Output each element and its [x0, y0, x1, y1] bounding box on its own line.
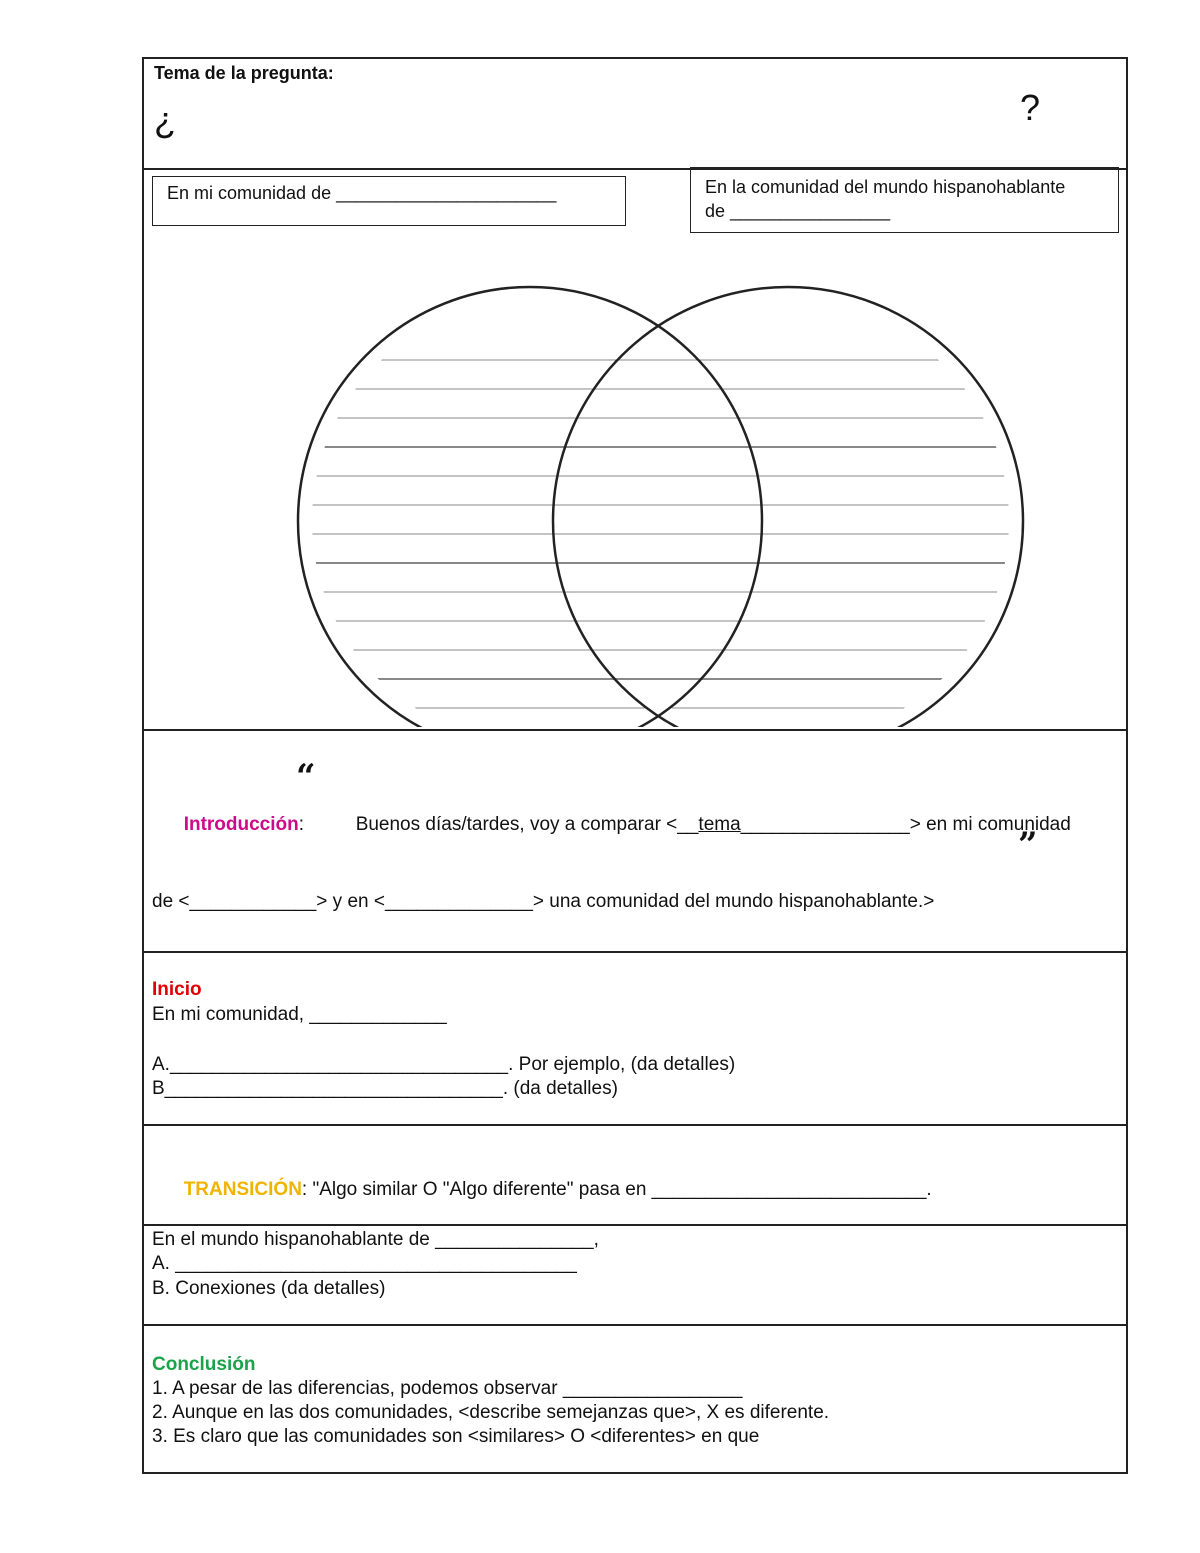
inicio-line-b: B________________________________. (da detalles)	[152, 1078, 618, 1099]
hispanic-world-line-b: B. Conexiones (da detalles)	[152, 1278, 386, 1299]
inicio-line1: En mi comunidad, _____________	[152, 1004, 447, 1025]
introduction-heading-row	[152, 789, 304, 861]
hispanic-world-section	[144, 1226, 1126, 1326]
introduction-line1-end: ________________> en mi comunidad	[740, 814, 1071, 835]
right-circle	[553, 287, 1023, 727]
hispanic-world-line1: En el mundo hispanohablante de _______________,	[152, 1229, 599, 1250]
worksheet-frame	[142, 57, 1128, 1474]
hispanic-world-line-a: A. ______________________________________	[152, 1253, 577, 1274]
introduction-line2: de <____________> y en <______________> una comunidad del mundo hispanohablante.>	[152, 891, 935, 912]
left-circle	[298, 287, 762, 727]
right-community-text-line1: En la comunidad del mundo hispanohablante	[705, 177, 1066, 197]
venn-section	[144, 170, 1126, 731]
open-quote: “	[296, 757, 316, 797]
right-community-text-line2: de ________________	[705, 201, 891, 221]
introduction-heading: Introducción	[183, 814, 299, 835]
conclusion-item-3: 3. Es claro que las comunidades son <similares> O <diferentes> en que	[152, 1426, 760, 1447]
topic-label: Tema de la pregunta:	[154, 63, 334, 83]
introduction-section	[144, 731, 1126, 953]
open-question-mark: ¿	[154, 99, 176, 140]
writing-lines	[294, 360, 1024, 708]
close-quote: ”	[1018, 825, 1038, 865]
inicio-heading: Inicio	[152, 979, 202, 1000]
venn-diagram	[144, 170, 1126, 727]
conclusion-item-1: 1. A pesar de las diferencias, podemos observar _________________	[152, 1378, 743, 1399]
close-question-mark: ?	[1020, 87, 1041, 128]
introduction-topic: tema	[698, 814, 741, 835]
transition-heading: TRANSICIÓN	[183, 1179, 302, 1200]
conclusion-heading: Conclusión	[152, 1354, 256, 1375]
inicio-section	[144, 953, 1126, 1126]
inicio-line-a: A.________________________________. Por ejemplo, (da detalles)	[152, 1054, 736, 1075]
transition-row	[152, 1154, 932, 1226]
question-topic-section	[144, 59, 1126, 170]
introduction-colon: :	[298, 814, 305, 835]
introduction-line1-start: Buenos días/tardes, voy a comparar <__	[355, 814, 699, 835]
left-community-text: En mi comunidad de ______________________	[167, 183, 557, 203]
introduction-line1	[324, 789, 1071, 861]
transition-text: : "Algo similar O "Algo diferente" pasa en __________________________.	[301, 1179, 932, 1200]
conclusion-section	[144, 1326, 1126, 1472]
transition-section	[144, 1126, 1126, 1226]
conclusion-item-2: 2. Aunque en las dos comunidades, <describe semejanzas que>, X es diferente.	[152, 1402, 830, 1423]
